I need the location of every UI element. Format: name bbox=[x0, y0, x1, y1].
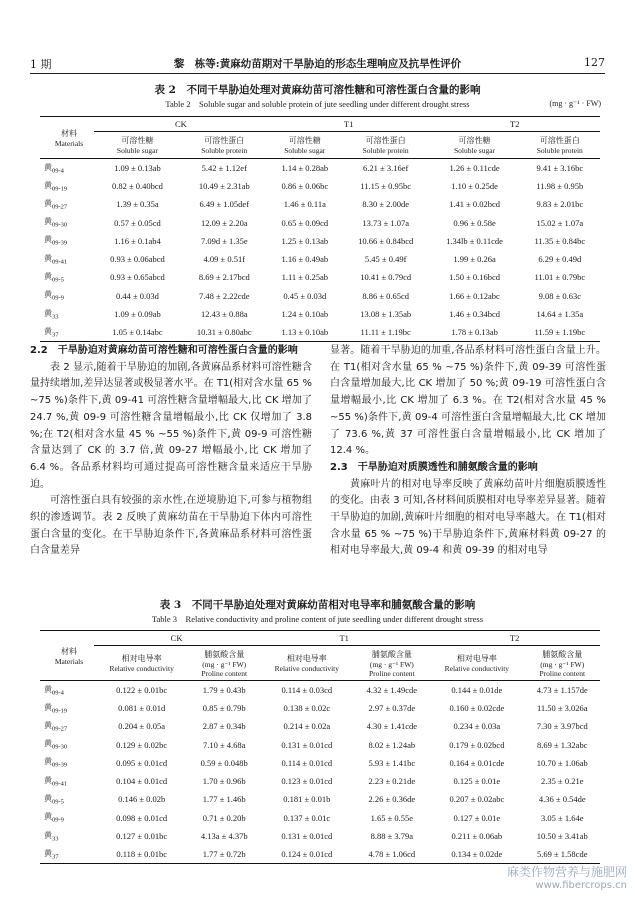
table-cell: 15.02 ± 1.07a bbox=[536, 217, 584, 228]
table3-material-header bbox=[40, 631, 94, 681]
table-row bbox=[40, 195, 600, 213]
material-name bbox=[40, 717, 94, 735]
table-cell: 11.11 ± 1.19bc bbox=[342, 323, 430, 341]
table-cell: 1.11 ± 0.25ab bbox=[281, 272, 328, 283]
table-cell: 0.65 ± 0.09cd bbox=[281, 217, 329, 228]
subheader-en: Soluble sugar bbox=[116, 146, 158, 155]
table-cell: 8.69 ± 2.17bcd bbox=[198, 272, 250, 283]
table-cell: 3.05 ± 1.64e bbox=[541, 812, 584, 823]
material-name bbox=[40, 268, 94, 286]
table3-group-t2: T2 bbox=[429, 631, 600, 646]
table-row bbox=[40, 735, 600, 753]
table-cell: 4.30 ± 1.41cde bbox=[366, 721, 418, 732]
table-row bbox=[40, 213, 600, 231]
subheader-cn: 相对电导率 bbox=[121, 654, 162, 663]
table-cell: 4.36 ± 0.54de bbox=[538, 794, 586, 805]
table-cell: 0.211 ± 0.06ab bbox=[451, 831, 503, 842]
section-2-2-paragraph-3: 显著。随着干旱胁迫的加重,各品系材料可溶性蛋白含量上升。在 T1(相对含水量 65 % ~75 %)条件下,黄 09-39 可溶性蛋白含量增加最大,比 CK 增加了 50 %;黄 09-19 可溶性蛋白含量增幅最小,比 CK 增加了 6.3 %。在 T2(相对含水量 45 % ~55 %)条件下,黄 09-4 可溶性蛋白含量增幅最大,比 CK 增加了 73.6 %,黄 37 可溶性蛋白含量增幅最小,比 CK 增加了 12.4 %。 bbox=[330, 345, 606, 457]
table-cell: 5.93 ± 1.41bc bbox=[368, 757, 416, 768]
table-row bbox=[40, 287, 600, 305]
subheader-en: Proline content bbox=[201, 668, 248, 678]
table-cell: 1.14 ± 0.28ab bbox=[281, 162, 329, 173]
material-name bbox=[40, 809, 94, 827]
table-cell: 0.125 ± 0.01e bbox=[453, 776, 501, 787]
table-cell: 4.73 ± 1.157de bbox=[536, 684, 588, 695]
material-code: 09-39 bbox=[52, 762, 68, 770]
table-cell: 2.97 ± 0.37de bbox=[368, 702, 416, 713]
table-cell: 1.66 ± 0.12abc bbox=[449, 290, 500, 301]
subheader-en: Relative conductivity bbox=[444, 664, 510, 673]
material-name bbox=[40, 772, 94, 790]
material-cn: 材料 bbox=[61, 128, 77, 138]
material-name bbox=[40, 699, 94, 717]
table-cell: 6.21 ± 3.16ef bbox=[363, 162, 409, 173]
material-prefix: 黄 bbox=[44, 757, 52, 767]
table-cell: 0.57 ± 0.05cd bbox=[114, 217, 161, 228]
table-cell: 1.16 ± 0.1ab4 bbox=[114, 235, 161, 246]
subheader-en: Soluble protein bbox=[201, 146, 248, 155]
table-cell: 0.181 ± 0.01b bbox=[283, 794, 331, 805]
subheader-unit: (mg · g⁻¹ FW) bbox=[369, 659, 414, 669]
table-cell: 0.204 ± 0.05a bbox=[118, 721, 165, 732]
material-code: 09-19 bbox=[52, 185, 68, 193]
material-prefix: 黄 bbox=[44, 702, 52, 712]
material-code: 09-9 bbox=[52, 295, 64, 303]
material-name bbox=[40, 213, 94, 231]
table-cell: 0.098 ± 0.01cd bbox=[116, 812, 168, 823]
material-name bbox=[40, 195, 94, 213]
table-cell: 0.44 ± 0.03d bbox=[115, 290, 159, 301]
table-cell: 1.16 ± 0.49ab bbox=[281, 254, 329, 265]
header-rule bbox=[30, 73, 605, 74]
table2-group-ck: CK bbox=[94, 117, 268, 132]
table-cell: 8.02 ± 1.24ab bbox=[368, 739, 416, 750]
material-cn: 材料 bbox=[61, 646, 77, 656]
table-cell: 2.26 ± 0.36de bbox=[368, 794, 416, 805]
table-cell: 5.45 ± 0.49f bbox=[364, 254, 407, 265]
table-cell: 11.01 ± 0.79bc bbox=[534, 272, 586, 283]
material-en: Materials bbox=[54, 138, 84, 148]
table-cell: 0.114 ± 0.03cd bbox=[281, 684, 333, 695]
material-name bbox=[40, 827, 94, 845]
watermark-line-2: www.fibercrops.cn bbox=[535, 880, 627, 891]
table2-unit: (mg · g⁻¹ · FW) bbox=[549, 99, 601, 108]
subheader-cn: 可溶性蛋白 bbox=[365, 136, 406, 145]
table-cell: 7.09d ± 1.35e bbox=[200, 235, 248, 246]
table-cell: 1.78 ± 0.13ab bbox=[429, 323, 519, 341]
table-cell: 7.48 ± 2.22cde bbox=[199, 290, 250, 301]
table-cell: 5.42 ± 1.12ef bbox=[201, 162, 247, 173]
issue-label: 1 期 bbox=[30, 58, 52, 71]
table-cell: 1.77 ± 1.46b bbox=[202, 794, 246, 805]
material-name bbox=[40, 287, 94, 305]
material-prefix: 黄 bbox=[44, 720, 52, 730]
material-name bbox=[40, 159, 94, 177]
site-watermark bbox=[507, 863, 627, 891]
table-cell: 0.207 ± 0.02abc bbox=[449, 794, 505, 805]
table-cell: 0.131 ± 0.01cd bbox=[281, 831, 333, 842]
table-cell: 2.23 ± 0.21de bbox=[368, 776, 416, 787]
table-cell: 0.104 ± 0.01cd bbox=[116, 776, 168, 787]
table-cell: 11.15 ± 0.95bc bbox=[360, 180, 411, 191]
table-cell: 1.65 ± 0.55e bbox=[370, 812, 414, 823]
subheader-cn: 可溶性糖 bbox=[121, 136, 154, 145]
table-cell: 1.50 ± 0.16bcd bbox=[449, 272, 501, 283]
material-prefix: 黄 bbox=[44, 180, 52, 190]
running-title: 黎 栋等:黄麻幼苗期对干旱胁迫的形态生理响应及抗旱性评价 bbox=[173, 58, 462, 70]
table-row bbox=[40, 845, 600, 863]
table-cell: 1.99 ± 0.26a bbox=[453, 254, 496, 265]
watermark-line-1: 麻类作物营养与施肥网 bbox=[506, 865, 627, 879]
subheader-cn: 脯氨酸含量 bbox=[542, 649, 583, 659]
material-prefix: 黄 bbox=[44, 308, 52, 318]
table-cell: 10.70 ± 1.06ab bbox=[536, 757, 588, 768]
left-column bbox=[30, 343, 312, 560]
material-code: 09-41 bbox=[52, 258, 68, 266]
material-prefix: 黄 bbox=[44, 812, 52, 822]
section-2-2-heading: 2.2 干旱胁迫对黄麻幼苗可溶性糖和可溶性蛋白含量的影响 bbox=[30, 345, 298, 356]
material-prefix: 黄 bbox=[44, 794, 52, 804]
section-2-2-paragraph-2: 可溶性蛋白具有较强的亲水性,在逆境胁迫下,可参与植物组织的渗透调节。表 2 反映了黄麻幼苗在干旱胁迫下体内可溶性蛋白含量的变化。在干旱胁迫条件下,各黄麻品系材料可溶性蛋白含量差异 bbox=[30, 495, 312, 557]
table3-subheader bbox=[525, 646, 600, 681]
table-cell: 0.114 ± 0.01cd bbox=[281, 757, 333, 768]
table-cell: 0.124 ± 0.01cd bbox=[259, 845, 354, 863]
table-cell: 1.46 ± 0.11a bbox=[283, 199, 326, 210]
subheader-cn: 可溶性蛋白 bbox=[204, 136, 245, 145]
table-cell: 1.05 ± 0.14abc bbox=[94, 323, 181, 341]
table-cell: 1.10 ± 0.25de bbox=[451, 180, 498, 191]
table-cell: 0.179 ± 0.02bcd bbox=[449, 739, 505, 750]
table-cell: 10.66 ± 0.84bcd bbox=[358, 235, 414, 246]
material-code: 09-30 bbox=[52, 221, 68, 229]
table-row bbox=[40, 232, 600, 250]
subheader-en: Relative conductivity bbox=[274, 664, 339, 673]
table2-caption-en bbox=[0, 98, 635, 110]
table-cell: 10.41 ± 0.79cd bbox=[360, 272, 412, 283]
table2 bbox=[40, 116, 600, 342]
material-name bbox=[40, 845, 94, 863]
material-code: 33 bbox=[52, 835, 59, 843]
table-cell: 8.69 ± 1.32abc bbox=[537, 739, 588, 750]
table-cell: 0.138 ± 0.02c bbox=[283, 702, 331, 713]
subheader-cn: 相对电导率 bbox=[456, 654, 497, 663]
right-column bbox=[330, 343, 606, 560]
table-cell: 1.77 ± 0.72b bbox=[189, 845, 259, 863]
table-row bbox=[40, 827, 600, 845]
table-cell: 9.83 ± 2.01bc bbox=[536, 199, 584, 210]
table-cell: 1.34lb ± 0.11cde bbox=[446, 235, 503, 246]
table2-subheader bbox=[342, 132, 430, 159]
table-row bbox=[40, 772, 600, 790]
table-cell: 2.35 ± 0.21e bbox=[541, 776, 584, 787]
table-cell: 1.41 ± 0.02bcd bbox=[449, 199, 501, 210]
table-cell: 1.24 ± 0.10ab bbox=[281, 309, 329, 320]
table-cell: 6.29 ± 0.49d bbox=[538, 254, 582, 265]
table-cell: 0.123 ± 0.01cd bbox=[281, 776, 333, 787]
material-code: 09-27 bbox=[52, 203, 68, 211]
table-cell: 1.09 ± 0.13ab bbox=[114, 162, 161, 173]
material-name bbox=[40, 232, 94, 250]
table-cell: 10.50 ± 3.41ab bbox=[536, 831, 588, 842]
table-cell: 12.09 ± 2.20a bbox=[200, 217, 248, 228]
table-cell: 12.43 ± 0.88a bbox=[200, 309, 248, 320]
table-cell: 7.10 ± 4.68a bbox=[203, 739, 246, 750]
table-cell: 0.59 ± 0.048b bbox=[200, 757, 248, 768]
table2-caption-en-text: Table 2 Soluble sugar and soluble protein of jute seedling under different drought stress bbox=[165, 99, 470, 109]
subheader-cn: 可溶性蛋白 bbox=[539, 136, 580, 145]
material-name bbox=[40, 790, 94, 808]
material-name bbox=[40, 177, 94, 195]
table-cell: 0.160 ± 0.02cde bbox=[449, 702, 505, 713]
table-cell: 1.13 ± 0.10ab bbox=[268, 323, 342, 341]
table-cell: 11.98 ± 0.95b bbox=[536, 180, 584, 191]
table3-group-t1: T1 bbox=[259, 631, 429, 646]
material-prefix: 黄 bbox=[44, 290, 52, 300]
table3-subheader bbox=[94, 646, 189, 681]
table-cell: 0.82 ± 0.40bcd bbox=[111, 180, 163, 191]
table2-subheader bbox=[268, 132, 342, 159]
table-cell: 6.49 ± 1.05def bbox=[199, 199, 250, 210]
material-prefix: 黄 bbox=[44, 272, 52, 282]
table-cell: 0.85 ± 0.79b bbox=[202, 702, 246, 713]
table2-subheader bbox=[94, 132, 181, 159]
table-cell: 0.93 ± 0.65abcd bbox=[110, 272, 165, 283]
subheader-unit: (mg · g⁻¹ FW) bbox=[540, 659, 585, 669]
table-cell: 0.131 ± 0.01cd bbox=[281, 739, 333, 750]
material-code: 09-4 bbox=[52, 167, 64, 175]
table-cell: 8.86 ± 0.65cd bbox=[362, 290, 410, 301]
material-name bbox=[40, 305, 94, 323]
material-prefix: 黄 bbox=[44, 326, 52, 336]
material-name bbox=[40, 250, 94, 268]
table-row bbox=[40, 323, 600, 341]
subheader-cn: 相对电导率 bbox=[286, 654, 327, 663]
subheader-en: Proline content bbox=[539, 668, 586, 678]
table-cell: 0.127 ± 0.01bc bbox=[116, 831, 168, 842]
material-prefix: 黄 bbox=[44, 739, 52, 749]
subheader-en: Relative conductivity bbox=[109, 664, 174, 673]
table3-subheader bbox=[259, 646, 354, 681]
subheader-en: Proline content bbox=[369, 668, 415, 678]
table-cell: 0.214 ± 0.02a bbox=[283, 721, 331, 732]
table-cell: 1.39 ± 0.35a bbox=[116, 199, 159, 210]
material-name bbox=[40, 323, 94, 341]
table2-caption-cn: 表 2 不同干旱胁迫处理对黄麻幼苗可溶性糖和可溶性蛋白含量的影响 bbox=[154, 84, 481, 96]
table3-caption-en: Table 3 Relative conductivity and proline content of jute seedling under different drought stress bbox=[151, 614, 484, 624]
table-cell: 5.69 ± 1.58cde bbox=[525, 845, 600, 863]
subheader-en: Soluble protein bbox=[362, 146, 409, 155]
table3-group-ck: CK bbox=[94, 631, 259, 646]
table-cell: 0.144 ± 0.01de bbox=[451, 684, 503, 695]
table3-subheader bbox=[189, 646, 259, 681]
table-cell: 8.88 ± 3.79a bbox=[370, 831, 414, 842]
material-code: 09-27 bbox=[52, 725, 68, 733]
table-cell: 2.87 ± 0.34b bbox=[202, 721, 246, 732]
table-cell: 0.234 ± 0.03a bbox=[453, 721, 501, 732]
subheader-en: Soluble protein bbox=[536, 146, 583, 155]
material-code: 09-4 bbox=[52, 689, 64, 697]
subheader-cn: 脯氨酸含量 bbox=[371, 649, 412, 659]
material-code: 09-9 bbox=[52, 817, 64, 825]
table2-material-header bbox=[40, 117, 94, 159]
table-cell: 9.08 ± 0.63c bbox=[538, 290, 582, 301]
material-code: 09-5 bbox=[52, 276, 64, 284]
table-row bbox=[40, 754, 600, 772]
table-row bbox=[40, 268, 600, 286]
material-prefix: 黄 bbox=[44, 162, 52, 172]
material-code: 37 bbox=[52, 331, 59, 339]
table-cell: 4.32 ± 1.49cde bbox=[366, 684, 418, 695]
table-cell: 1.79 ± 0.43b bbox=[202, 684, 246, 695]
section-2-3-heading: 2.3 干旱胁迫对质膜透性和脯氨酸含量的影响 bbox=[330, 461, 538, 473]
material-code: 09-41 bbox=[52, 780, 68, 788]
table-row bbox=[40, 250, 600, 268]
table-cell: 0.93 ± 0.06abcd bbox=[110, 254, 165, 265]
table2-group-t1: T1 bbox=[268, 117, 430, 132]
material-prefix: 黄 bbox=[44, 684, 52, 694]
table-row bbox=[40, 790, 600, 808]
material-prefix: 黄 bbox=[44, 198, 52, 208]
material-code: 09-39 bbox=[52, 240, 68, 248]
material-code: 37 bbox=[52, 853, 59, 861]
table2-subheader bbox=[429, 132, 519, 159]
table-cell: 11.35 ± 0.84bc bbox=[534, 235, 586, 246]
material-prefix: 黄 bbox=[44, 235, 52, 245]
material-name bbox=[40, 735, 94, 753]
table-cell: 4.13a ± 4.37b bbox=[200, 831, 248, 842]
table-cell: 0.96 ± 0.58e bbox=[453, 217, 496, 228]
table-cell: 13.73 ± 1.07a bbox=[362, 217, 410, 228]
material-name bbox=[40, 754, 94, 772]
subheader-cn: 可溶性糖 bbox=[458, 136, 491, 145]
table-row bbox=[40, 717, 600, 735]
table-cell: 0.86 ± 0.06bc bbox=[281, 180, 329, 191]
table-cell: 1.09 ± 0.09ab bbox=[114, 309, 161, 320]
running-header bbox=[30, 56, 605, 74]
table-cell: 10.31 ± 0.80abc bbox=[181, 323, 268, 341]
table3-subheader bbox=[429, 646, 524, 681]
table-row bbox=[40, 177, 600, 195]
table-row bbox=[40, 809, 600, 827]
material-code: 09-5 bbox=[52, 798, 64, 806]
table3 bbox=[40, 630, 600, 864]
material-prefix: 黄 bbox=[44, 217, 52, 227]
page-number: 127 bbox=[584, 56, 605, 69]
material-prefix: 黄 bbox=[44, 253, 52, 263]
table-row bbox=[40, 699, 600, 717]
table2-subheader bbox=[520, 132, 600, 159]
table3-subheader bbox=[354, 646, 429, 681]
table2-group-t2: T2 bbox=[429, 117, 600, 132]
table-cell: 11.50 ± 3.026a bbox=[536, 702, 588, 713]
material-name bbox=[40, 681, 94, 699]
material-en: Materials bbox=[54, 656, 84, 666]
table-cell: 9.41 ± 3.16bc bbox=[536, 162, 584, 173]
table-row bbox=[40, 305, 600, 323]
subheader-en: Soluble sugar bbox=[284, 146, 326, 155]
table-cell: 0.122 ± 0.01bc bbox=[116, 684, 168, 695]
subheader-cn: 可溶性糖 bbox=[288, 136, 321, 145]
table-cell: 0.129 ± 0.02bc bbox=[116, 739, 168, 750]
table-cell: 4.09 ± 0.51f bbox=[203, 254, 246, 265]
material-code: 09-30 bbox=[52, 743, 68, 751]
table-cell: 0.146 ± 0.02b bbox=[118, 794, 166, 805]
material-prefix: 黄 bbox=[44, 775, 52, 785]
table-cell: 0.127 ± 0.01e bbox=[453, 812, 501, 823]
table-cell: 8.30 ± 2.00de bbox=[362, 199, 410, 210]
subheader-cn: 脯氨酸含量 bbox=[204, 649, 245, 659]
material-prefix: 黄 bbox=[44, 830, 52, 840]
section-2-3-paragraph-1: 黄麻叶片的相对电导率反映了黄麻幼苗叶片细胞质膜透性的变化。由表 3 可知,各材料间质膜相对电导率差异显著。随着干旱胁迫的加剧,黄麻叶片细胞的相对电导率越大。在 T1(相对含水量 65 % ~75 %)干旱胁迫条件下,黄麻材料黄 09-27 的相对电导率最大,黄 09-4 和黄 09-39 的相对电导 bbox=[330, 478, 606, 557]
table-cell: 11.59 ± 1.19bc bbox=[520, 323, 600, 341]
table-cell: 1.70 ± 0.96b bbox=[202, 776, 246, 787]
section-2-2-paragraph-1: 表 2 显示,随着干旱胁迫的加剧,各黄麻品系材料可溶性糖含量持续增加,差异达显著或极显著水平。在 T1(相对含水量 65 % ~75 %)条件下,黄 09-41 可溶性糖含量增幅最大,比 CK 增加了 24.7 %,黄 09-9 可溶性糖含量增幅最小,比 CK 仅增加了 3.8 %;在 T2(相对含水量 45 % ~55 %)条件下,黄 09-9 可溶性糖含量达到了 CK 的 3.7 倍,黄 09-27 增幅最小,比 CK 增加了 6.4 %。各品系材料均可通过提高可溶性糖含量来适应干旱胁迫。 bbox=[30, 361, 312, 490]
table-cell: 0.134 ± 0.02de bbox=[429, 845, 524, 863]
table-cell: 14.64 ± 1.35a bbox=[536, 309, 584, 320]
table2-subheader bbox=[181, 132, 268, 159]
table-cell: 0.095 ± 0.01cd bbox=[116, 757, 168, 768]
table-cell: 1.26 ± 0.11cde bbox=[449, 162, 500, 173]
table-cell: 0.45 ± 0.03d bbox=[283, 290, 327, 301]
subheader-unit: (mg · g⁻¹ FW) bbox=[202, 659, 247, 669]
table-cell: 0.081 ± 0.01d bbox=[118, 702, 166, 713]
material-prefix: 黄 bbox=[44, 848, 52, 858]
table-cell: 0.118 ± 0.01bc bbox=[94, 845, 189, 863]
subheader-en: Soluble sugar bbox=[454, 146, 496, 155]
table-cell: 1.46 ± 0.34bcd bbox=[449, 309, 501, 320]
table-cell: 7.30 ± 3.97bcd bbox=[536, 721, 588, 732]
table-cell: 0.164 ± 0.01cde bbox=[449, 757, 505, 768]
table-cell: 10.49 ± 2.31ab bbox=[198, 180, 250, 191]
table-row bbox=[40, 681, 600, 699]
material-code: 33 bbox=[52, 313, 59, 321]
table-cell: 1.25 ± 0.13ab bbox=[281, 235, 329, 246]
table-cell: 0.71 ± 0.20b bbox=[202, 812, 246, 823]
table-cell: 4.78 ± 1.06cd bbox=[354, 845, 429, 863]
material-code: 09-19 bbox=[52, 707, 68, 715]
table3-caption-cn: 表 3 不同干旱胁迫处理对黄麻幼苗相对电导率和脯氨酸含量的影响 bbox=[159, 599, 476, 611]
table-row bbox=[40, 159, 600, 177]
table-cell: 13.08 ± 1.35ab bbox=[360, 309, 412, 320]
table-cell: 0.137 ± 0.01c bbox=[283, 812, 331, 823]
